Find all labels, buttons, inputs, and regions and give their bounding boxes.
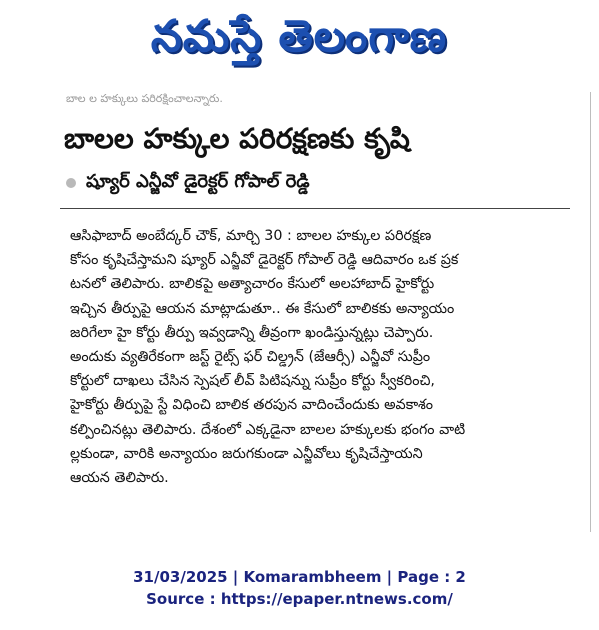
article-subheadline <box>66 170 426 196</box>
article-headline: బాలల హక్కుల పరిరక్షణకు కృషి <box>64 122 410 155</box>
edition-info: 31/03/2025 | Komarambheem | Page : 2 <box>133 568 466 586</box>
article-body-line: హైకోర్టు తీర్పుపై స్టే విధించి బాలిక తరపున వాదించేందుకు అవకాశం <box>70 397 434 414</box>
bullet-icon <box>66 178 76 188</box>
article-body-line: ల్లకుండా, వారికి అన్యాయం జరుగకుండా ఎన్జీవోలు కృషిచేస్తాయని <box>70 445 423 462</box>
article-body-line: జరిగేలా హై కోర్టు తీర్పు ఇవ్వడాన్ని తీవ్రంగా ఖండిస్తున్నట్లు చెప్పారు. <box>70 324 434 341</box>
article-body-line: అందుకు వ్యతిరేకంగా జస్ట్ రైట్స్ ఫర్ చిల్డ్రన్ (జేఆర్సీ) ఎన్జీవో సుప్రీం <box>70 349 431 366</box>
subheadline-text: ష్యూర్ ఎన్జీవో డైరెక్టర్ గోపాల్ రెడ్డి <box>86 170 310 192</box>
news-clipping <box>60 92 580 532</box>
source-link[interactable]: Source : https://epaper.ntnews.com/ <box>146 590 453 608</box>
article-body-line: కోసం కృషిచేస్తామని ష్యూర్ ఎన్జీవో డైరెక్టర్ గోపాల్ రెడ్డి ఆదివారం ఒక ప్రక <box>70 252 459 269</box>
article-body-line: కోర్టులో దాఖలు చేసిన స్పెషల్ లీవ్ పిటిషన్ను సుప్రీం కోర్టు స్వీకరించి, <box>70 373 435 390</box>
headline-divider <box>60 208 570 209</box>
previous-article-cut-text: బాల ల హక్కులు పరిరక్షించాలన్నారు. <box>66 92 223 105</box>
article-body-line: ఆసిఫాబాద్ అంబేద్కర్ చౌక్, మార్చి 30 : బాలల హక్కుల పరిరక్షణ <box>70 228 432 244</box>
article-body-line: కల్పించినట్లు తెలిపారు. దేశంలో ఎక్కడైనా బాలల హక్కులకు భంగం వాటి <box>70 421 466 438</box>
newspaper-masthead: నమస్తే తెలంగాణ <box>150 11 448 62</box>
article-body-line: ఇచ్చిన తీర్పుపై ఆయన మాట్లాడుతూ.. ఈ కేసులో బాలికకు అన్యాయం <box>70 300 455 317</box>
clipping-footer <box>0 566 599 610</box>
clipping-right-edge <box>590 92 591 532</box>
article-body <box>70 224 568 524</box>
article-body-line: టనలో తెలిపారు. బాలికపై అత్యాచారం కేసులో అలహాబాద్ హైకోర్టు <box>70 276 435 293</box>
article-body-line: ఆయన తెలిపారు. <box>70 470 169 487</box>
